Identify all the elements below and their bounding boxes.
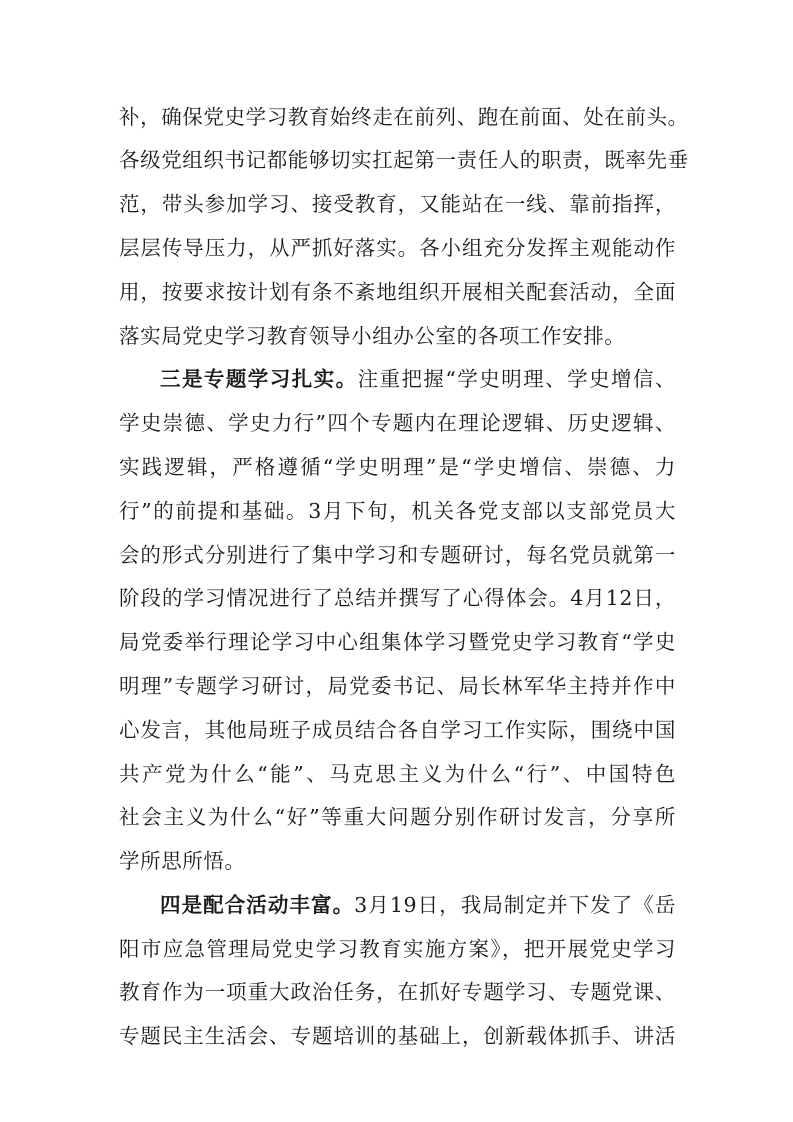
paragraph-2-line-12: 学所思所悟。 xyxy=(119,849,246,873)
paragraph-1-line-6: 落实局党史学习教育领导小组办公室的各项工作安排。 xyxy=(119,324,626,348)
paragraph-3-line-1 xyxy=(160,890,676,920)
paragraph-1-line-3: 范，带头参加学习、接受教育，又能站在一线、靠前指挥， xyxy=(119,192,676,216)
paragraph-3-line-3: 教育作为一项重大政治任务，在抓好专题学习、专题党课、 xyxy=(119,980,676,1004)
paragraph-1-line-2: 各级党组织书记都能够切实扛起第一责任人的职责，既率先垂 xyxy=(119,148,689,172)
paragraph-2-line-5: 会的形式分别进行了集中学习和专题研讨，每名党员就第一 xyxy=(119,543,676,567)
paragraph-2-line-3: 实践逻辑，严格遵循“学史明理”是“学史增信、崇德、力 xyxy=(119,455,676,479)
paragraph-2-line-1 xyxy=(160,364,676,394)
paragraph-1-line-4: 层层传导压力，从严抓好落实。各小组充分发挥主观能动作 xyxy=(119,236,676,260)
paragraph-2-line-7: 局党委举行理论学习中心组集体学习暨党史学习教育“学史 xyxy=(119,630,676,654)
paragraph-3-line-4: 专题民主生活会、专题培训的基础上，创新载体抓手、讲活 xyxy=(119,1024,676,1048)
paragraph-2-line-11: 社会主义为什么“好”等重大问题分别作研讨发言，分享所 xyxy=(119,805,676,829)
paragraph-2-heading: 三是专题学习扎实。 xyxy=(160,367,358,391)
paragraph-1-line-1: 补，确保党史学习教育始终走在前列、跑在前面、处在前头。 xyxy=(119,105,689,129)
paragraph-2-lead-text: 注重把握“学史明理、学史增信、 xyxy=(357,367,676,391)
paragraph-2-line-10: 共产党为什么“能”、马克思主义为什么“行”、中国特色 xyxy=(119,762,676,786)
paragraph-2-line-6: 阶段的学习情况进行了总结并撰写了心得体会。4月12日， xyxy=(119,586,676,610)
paragraph-1-line-5: 用，按要求按计划有条不紊地组织开展相关配套活动，全面 xyxy=(119,280,676,304)
paragraph-3-heading: 四是配合活动丰富。 xyxy=(160,893,355,917)
paragraph-2-line-4: 行”的前提和基础。3月下旬，机关各党支部以支部党员大 xyxy=(119,499,676,523)
paragraph-2-line-9: 心发言，其他局班子成员结合各自学习工作实际，围绕中国 xyxy=(119,718,676,742)
paragraph-3-lead-text: 3月19日，我局制定并下发了《岳 xyxy=(354,893,676,917)
paragraph-3-line-2: 阳市应急管理局党史学习教育实施方案》，把开展党史学习 xyxy=(119,937,676,961)
paragraph-2-line-8: 明理”专题学习研讨，局党委书记、局长林军华主持并作中 xyxy=(119,674,676,698)
paragraph-2-line-2: 学史崇德、学史力行”四个专题内在理论逻辑、历史逻辑、 xyxy=(119,411,676,435)
